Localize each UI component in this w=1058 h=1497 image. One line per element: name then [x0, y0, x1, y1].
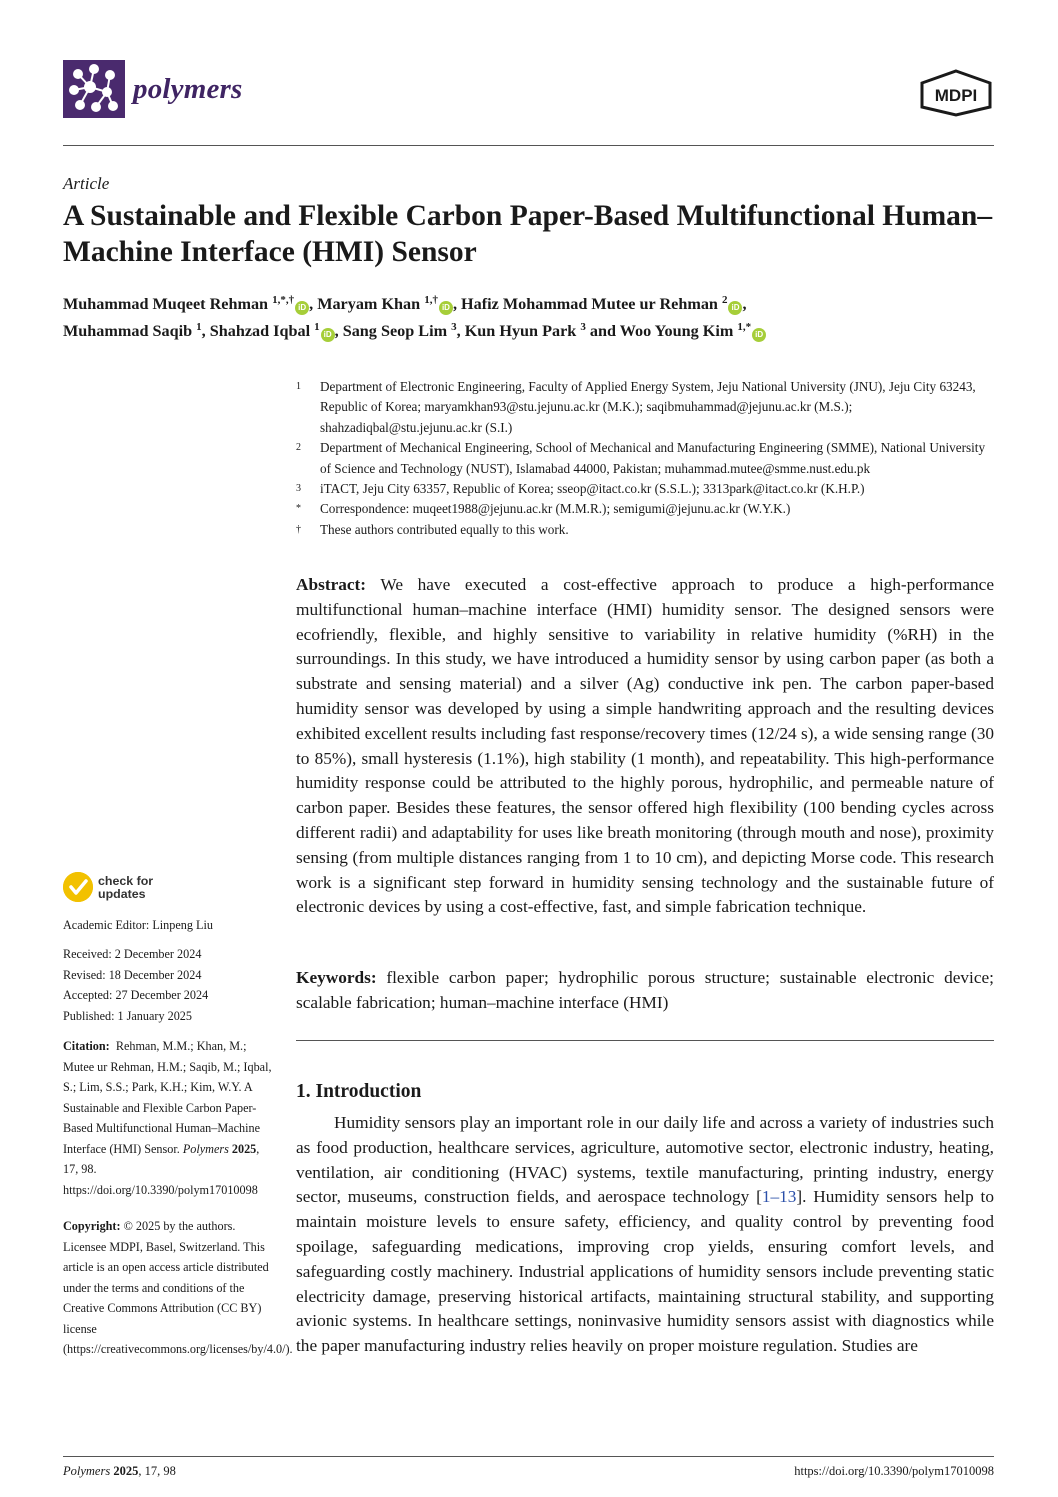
affiliation [296, 377, 996, 438]
keywords-label: Keywords: [296, 968, 377, 987]
affiliation [296, 438, 996, 479]
check-for-updates-button[interactable] [98, 875, 153, 901]
article-type: Article [63, 174, 110, 193]
author [63, 295, 313, 313]
copyright-label: Copyright: [63, 1219, 121, 1233]
intro-text-part: Humidity sensors play an important role in our daily life and across a variety of industries such as food production, healthcare services, agriculture, automotive sector, electronic industry, heating, ventilation, air conditioning (HVAC) systems, textile manufacturing, printing industry, energy sector, museums, construction fields, and aerospace technology [ [296, 1113, 994, 1207]
author [63, 322, 206, 340]
author-name: Kun Hyun Park [464, 322, 577, 340]
citation [63, 1036, 273, 1200]
affiliation-text: Department of Mechanical Engineering, School of Mechanical and Manufacturing Engineering (SMME), National University of Science and Technology (NUST), Islamabad 44000, Pakistan; muhammad.mutee@smme.nust.edu.pk [320, 440, 986, 476]
author-name: Muhammad Muqeet Rehman [63, 295, 269, 313]
journal-name: polymers [133, 73, 243, 105]
footer-citation [63, 1464, 176, 1479]
author-separator: , [456, 322, 461, 340]
author-affiliation-mark: 3 [451, 321, 457, 333]
check-for-updates-icon[interactable] [63, 872, 93, 902]
affiliation-text: Department of Electronic Engineering, Faculty of Applied Energy System, Jeju National University (JNU), Jeju City 63243, Republic of Korea; maryamkhan93@stu.jejunu.ac.kr (M.K.); saqibmuhammad@jejunu.ac.kr (M.S.); shahzadiqbal@stu.jejunu.ac.kr (S.I.) [320, 379, 976, 435]
author [343, 322, 461, 340]
author-affiliation-mark: 1 [314, 321, 320, 333]
keywords-text: flexible carbon paper; hydrophilic porous structure; sustainable electronic device; scalable fabrication; human–machine interface (HMI) [296, 968, 994, 1012]
abstract-divider [296, 1040, 994, 1041]
header-divider [63, 145, 994, 146]
affiliation [296, 520, 996, 540]
article-title: A Sustainable and Flexible Carbon Paper-Based Multifunctional Human–Machine Interface (HMI) Sensor [63, 200, 993, 268]
author-affiliation-mark: 1,*,† [272, 294, 295, 306]
footer-doi-link[interactable]: https://doi.org/10.3390/polym17010098 [794, 1464, 994, 1478]
orcid-icon[interactable]: iD [728, 301, 742, 315]
author [465, 322, 616, 340]
copyright [63, 1216, 293, 1360]
author-name: Maryam Khan [317, 295, 421, 313]
author [210, 322, 339, 340]
affiliation-mark: † [296, 523, 301, 535]
affiliation-mark: 1 [296, 381, 301, 392]
author-affiliation-mark: 1,* [737, 321, 752, 333]
affiliation-text: iTACT, Jeju City 63357, Republic of Korea; sseop@itact.co.kr (S.S.L.); 3313park@itact.co.kr (K.H.P.) [320, 481, 865, 497]
author-affiliation-mark: 3 [580, 321, 586, 333]
received-date: Received: 2 December 2024 [63, 947, 202, 961]
citation-label: Citation: [63, 1039, 110, 1053]
author-name: Woo Young Kim [619, 322, 734, 340]
footer-divider [63, 1456, 994, 1457]
copyright-text: © 2025 by the authors. Licensee MDPI, Basel, Switzerland. This article is an open access article distributed under the terms and conditions of the Creative Commons Attribution (CC BY) license (https://creativecommons.org/licenses/by/4.0/). [63, 1219, 293, 1356]
author-separator: , [742, 295, 747, 313]
published-date: Published: 1 January 2025 [63, 1008, 192, 1023]
reference-link[interactable]: 1–13 [761, 1187, 797, 1207]
affiliation-mark: * [296, 503, 301, 515]
author-list [63, 291, 1003, 345]
footer-journal: Polymers [63, 1464, 111, 1478]
publication-dates [63, 944, 208, 1026]
publisher-name: MDPI [934, 86, 978, 105]
author-separator: , [201, 322, 206, 340]
author-separator: , [309, 295, 314, 313]
author-name: Muhammad Saqib [63, 322, 193, 340]
orcid-icon[interactable]: iD [295, 301, 309, 315]
citation-doi[interactable]: , 17, 98. https://doi.org/10.3390/polym17010098 [63, 1141, 260, 1197]
footer-year: 2025 [113, 1464, 139, 1478]
journal-logo-icon [63, 60, 125, 118]
abstract [296, 573, 994, 920]
author-name: Shahzad Iqbal [209, 322, 311, 340]
orcid-icon[interactable]: iD [439, 301, 453, 315]
author-affiliation-mark: 2 [721, 294, 728, 306]
author-separator: , [452, 295, 457, 313]
affiliation-mark: 2 [296, 442, 301, 454]
orcid-icon[interactable]: iD [321, 328, 335, 342]
abstract-text: We have executed a cost-effective approach to produce a high-performance multifunctional human–machine interface (HMI) humidity sensor. The designed sensors were ecofriendly, flexible, and highly sensitive to variability in relative humidity (%RH) in the surroundings. In this study, we have introduced a humidity sensor by using carbon paper (as both a substrate and sensing material) and a silver (Ag) conductive ink pen. The carbon paper-based humidity sensor was developed by using a simple handwriting approach and the resulting devices exhibited excellent results including fast response/recovery times (12/24 s), a wide sensing range (30 to 85%), small hysteresis (1.1%), high stability (1 month), and repeatability. This high-performance humidity response could be attributed to the highly porous, hydrophilic, and permeable nature of carbon paper. Besides these features, the sensor offered high flexibility (100 bending cycles across different radii) and adaptability for uses like breath monitoring (through mouth and nose), proximity sensing (from multiple distances ranging from 1 to 10 cm), and depicting Morse code. This research work is a significant step forward in humidity sensing technology and the sustainable future of electronic devices by using a cost-effective, fast, and simple fabrication technique. [296, 575, 994, 917]
affiliation-text: Correspondence: muqeet1988@jejunu.ac.kr (M.M.R.); semigumi@jejunu.ac.kr (W.Y.K.) [320, 501, 791, 517]
author [620, 322, 766, 340]
orcid-icon[interactable]: iD [752, 328, 766, 342]
introduction-text [296, 1111, 994, 1359]
section-heading: 1. Introduction [296, 1081, 422, 1102]
author-name: Hafiz Mohammad Mutee ur Rehman [461, 295, 718, 313]
publisher-logo [918, 69, 994, 117]
footer-volume: , 17, 98 [138, 1464, 176, 1478]
citation-journal: Polymers [182, 1141, 229, 1156]
updates-line2: updates [98, 887, 146, 901]
author-name: Sang Seop Lim [342, 322, 448, 340]
affiliations [296, 377, 996, 540]
citation-year: 2025 [231, 1141, 257, 1156]
intro-text-part: ]. Humidity sensors help to maintain moisture levels to ensure safety, efficiency, and quality control by preventing food spoilage, safeguarding medications, improving crop yields, ensuring comfort levels, and safeguarding costly machinery. Industrial applications of humidity sensors include preventing static electricity damage, preserving historical artifacts, maintaining structural stability, and supporting avionic systems. In healthcare settings, noninvasive humidity sensors assist with diagnostics while the paper manufacturing industry relies heavily on proper moisture regulation. Studies are [296, 1187, 994, 1356]
affiliation-mark: 3 [296, 483, 301, 495]
author [317, 295, 457, 313]
keywords [296, 966, 994, 1016]
affiliation-text: These authors contributed equally to this work. [320, 521, 569, 537]
author-affiliation-mark: 1,† [424, 294, 438, 306]
author-affiliation-mark: 1 [196, 321, 202, 333]
affiliation [296, 479, 996, 499]
author [461, 295, 746, 313]
academic-editor: Academic Editor: Linpeng Liu [63, 918, 213, 932]
citation-text: Rehman, M.M.; Khan, M.; Mutee ur Rehman, H.M.; Saqib, M.; Iqbal, S.; Lim, S.S.; Park, K.H.; Kim, W.Y. A Sustainable and Flexible Carbon Paper-Based Multifunctional Human–Machine Interface (HMI) Sensor. [63, 1039, 272, 1156]
updates-line1: check for [98, 874, 154, 888]
author-separator: and [585, 322, 616, 340]
accepted-date: Accepted: 27 December 2024 [63, 988, 209, 1002]
author-separator: , [334, 322, 339, 340]
affiliation [296, 499, 996, 519]
abstract-label: Abstract: [296, 575, 367, 594]
revised-date: Revised: 18 December 2024 [63, 967, 202, 982]
